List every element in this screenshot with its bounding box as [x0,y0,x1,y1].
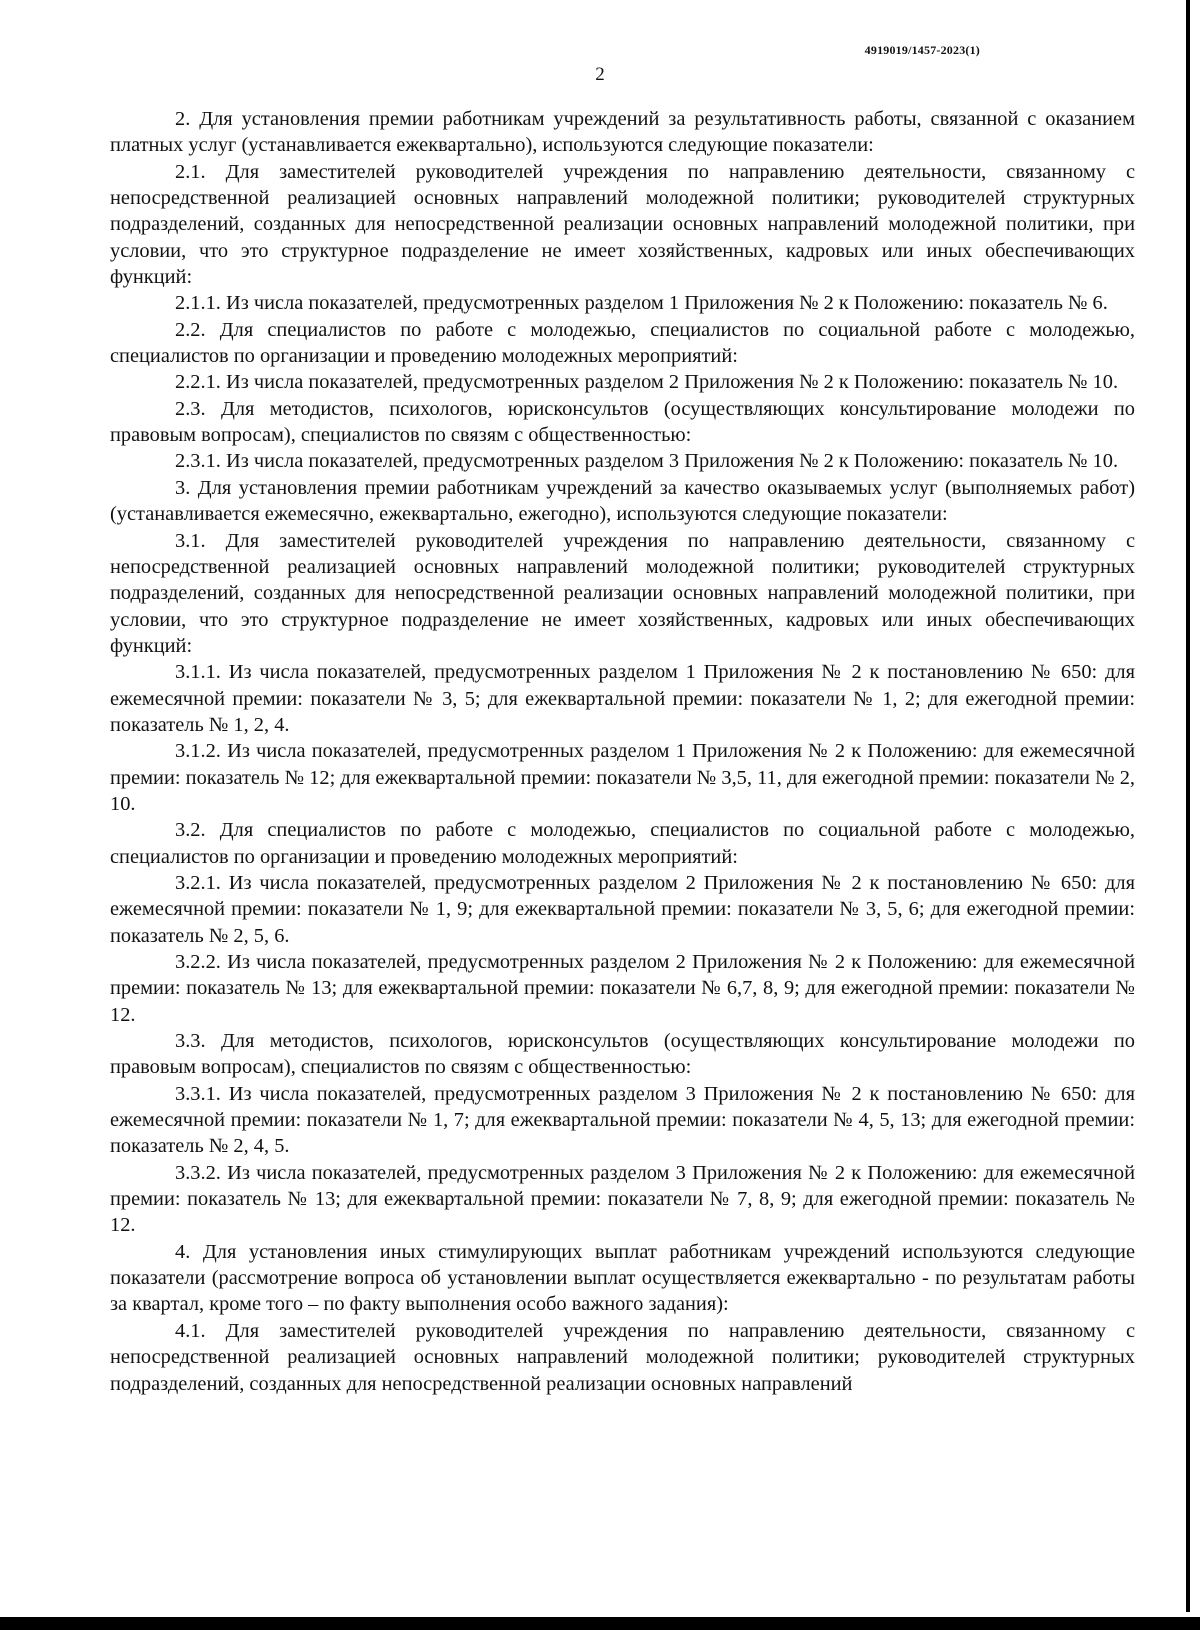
paragraph-3-1: 3.1. Для заместителей руководителей учреждения по направлению деятельности, связанному с непосредственной реализацией основных направлений молодежной политики; руководителей структурных подразделений, созданных для непосредственной реализации основных направлений молодежной политики, при условии, что это структурное подразделение не имеет хозяйственных, кадровых или иных обеспечивающих функций: [110,529,1135,657]
paragraph-3-3-1: 3.3.1. Из числа показателей, предусмотренных разделом 3 Приложения № 2 к постановлению № 650: для ежемесячной премии: показатели № 1, 7; для ежеквартальной премии: показатели № 4, 5, 13; для ежегодной премии: показатель № 2, 4, 5. [110,1082,1135,1158]
paragraph-2-2-1: 2.2.1. Из числа показателей, предусмотренных разделом 2 Приложения № 2 к Положению: показатель № 10. [175,371,1119,394]
paragraph-3-2-1: 3.2.1. Из числа показателей, предусмотренных разделом 2 Приложения № 2 к постановлению № 650: для ежемесячной премии: показатели № 1, 9; для ежеквартальной премии: показатели № 3, 5, 6; для ежегодной премии: показатель № 2, 5, 6. [110,871,1135,947]
paragraph-2-1-1: 2.1.1. Из числа показателей, предусмотренных разделом 1 Приложения № 2 к Положению: показатель № 6. [175,292,1108,315]
paragraph-2: 2. Для установления премии работникам учреждений за результативность работы, связанной с оказанием платных услуг (устанавливается ежеквартально), используются следующие показатели: [110,108,1135,157]
document-body [110,106,1135,1397]
paragraph-2-1: 2.1. Для заместителей руководителей учреждения по направлению деятельности, связанному с непосредственной реализацией основных направлений молодежной политики; руководителей структурных подразделений, созданных для непосредственной реализации основных направлений молодежной политики, при условии, что это структурное подразделение не имеет хозяйственных, кадровых или иных обеспечивающих функций: [110,160,1135,289]
paragraph-3-1-1: 3.1.1. Из числа показателей, предусмотренных разделом 1 Приложения № 2 к постановлению № 650: для ежемесячной премии: показатели № 3, 5; для ежеквартальной премии: показатели № 1, 2; для ежегодной премии: показатель № 1, 2, 4. [110,661,1135,736]
paragraph-2-2: 2.2. Для специалистов по работе с молодежью, специалистов по социальной работе с молодежью, специалистов по организации и проведению молодежных мероприятий: [110,318,1135,368]
paragraph-2-3-1: 2.3.1. Из числа показателей, предусмотренных разделом 3 Приложения № 2 к Положению: показатель № 10. [175,450,1119,473]
scan-bottom-border [0,1617,1200,1630]
paragraph-3-2: 3.2. Для специалистов по работе с молодежью, специалистов по социальной работе с молодежью, специалистов по организации и проведению молодежных мероприятий: [110,819,1135,868]
paragraph-4-1: 4.1. Для заместителей руководителей учреждения по направлению деятельности, связанному с непосредственной реализацией основных направлений молодежной политики; руководителей структурных подразделений, созданных для непосредственной реализации основных направлений [110,1319,1135,1395]
paragraph-3-3-2: 3.3.2. Из числа показателей, предусмотренных разделом 3 Приложения № 2 к Положению: для ежемесячной премии: показатель № 13; для ежеквартальной премии: показатели № 7, 8, 9; для ежегодной премии: показатель № 12. [110,1161,1135,1237]
paragraph-3-2-2: 3.2.2. Из числа показателей, предусмотренных разделом 2 Приложения № 2 к Положению: для ежемесячной премии: показатель № 13; для ежеквартальной премии: показатели № 6,7, 8, 9; для ежегодной премии: показатели № 12. [110,951,1135,1026]
paragraph-3: 3. Для установления премии работникам учреждений за качество оказываемых услуг (выполняемых работ) (устанавливается ежемесячно, ежеквартально, ежегодно), используются следующие показатели: [110,476,1135,526]
paragraph-3-3: 3.3. Для методистов, психологов, юрисконсультов (осуществляющих консультирование молодежи по правовым вопросам), специалистов по связям с общественностью: [110,1030,1135,1079]
paragraph-4: 4. Для установления иных стимулирующих выплат работникам учреждений используются следующие показатели (рассмотрение вопроса об установлении выплат осуществляется ежеквартально - по результатам работы за квартал, кроме того – по факту выполнения особо важного задания): [110,1240,1135,1316]
paragraph-2-3: 2.3. Для методистов, психологов, юрисконсультов (осуществляющих консультирование молодежи по правовым вопросам), специалистов по связям с общественностью: [110,397,1135,447]
document-number: 4919019/1457-2023(1) [864,43,980,57]
page-number: 2 [595,64,605,85]
paragraph-3-1-2: 3.1.2. Из числа показателей, предусмотренных разделом 1 Приложения № 2 к Положению: для ежемесячной премии: показатель № 12; для ежеквартальной премии: показатели № 3,5, 11, для ежегодной премии: показатели № 2, 10. [110,740,1135,815]
scan-right-border [1186,0,1190,1612]
